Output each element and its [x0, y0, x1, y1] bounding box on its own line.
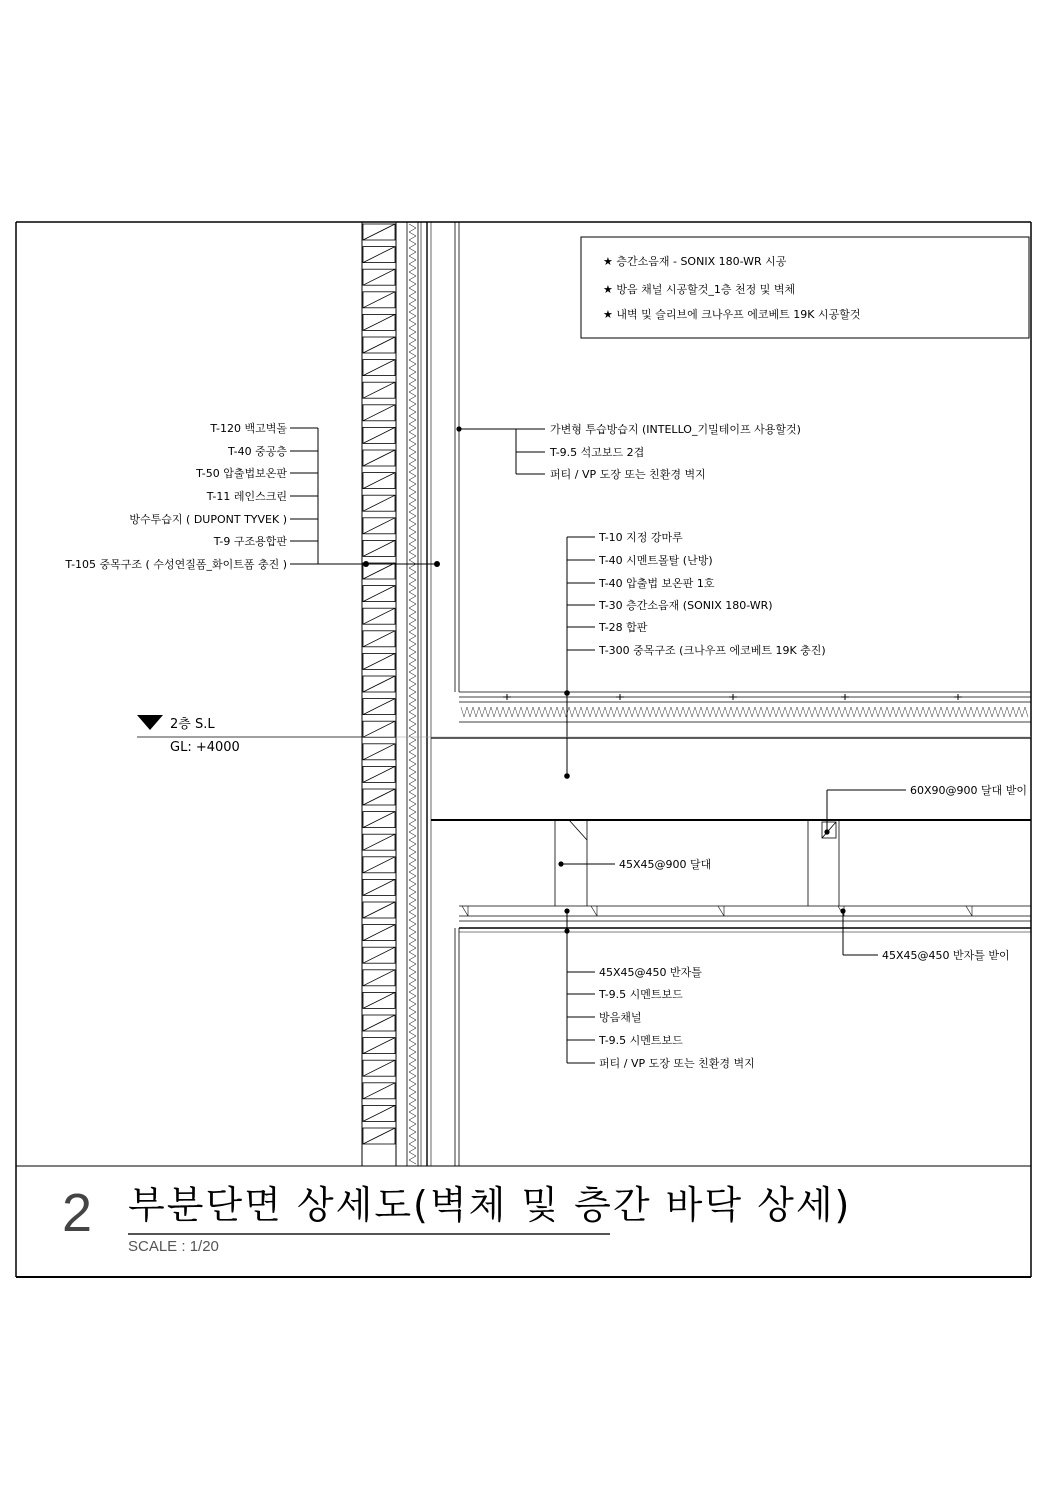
ceiling-label: 45X45@450 반자틀: [599, 966, 702, 979]
leader-dot: [564, 908, 569, 913]
joist-label: 60X90@900 달대 받이: [910, 784, 1028, 797]
note-2: ★ 방음 채널 시공할것_1층 천정 및 벽체: [603, 283, 796, 296]
leader-dot: [363, 561, 369, 567]
wall-left-label: T-11 레인스크린: [206, 490, 287, 503]
floor-assembly: [431, 692, 1031, 820]
drawing-frame: [16, 222, 1031, 1277]
wall-right-labels: [549, 422, 801, 481]
floor-label: T-10 지정 강마루: [599, 531, 683, 544]
ceiling-labels: [598, 965, 755, 1070]
wall-left-label: T-105 중목구조 ( 수성연질폼_화이트폼 충진 ): [65, 558, 287, 571]
wall-left-label: T-50 압출법보온판: [196, 467, 287, 480]
wall-right-label: 가변형 투습방습지 (INTELLO_기밀테이프 사용할것): [550, 423, 801, 436]
brick-veneer-column: [363, 224, 395, 1144]
leader-dot: [564, 690, 570, 696]
drawing-title: 부분단면 상세도(벽체 및 층간 바닥 상세): [128, 1183, 852, 1227]
floor-label: T-30 층간소음재 (SONIX 180-WR): [599, 599, 773, 612]
drawing-number: 2: [62, 1183, 93, 1243]
leader-dot: [434, 561, 440, 567]
batten-support-label: 45X45@450 반자틀 받이: [882, 949, 1010, 962]
hanger-leader: [558, 857, 711, 871]
floor-label: T-28 합판: [599, 621, 648, 634]
wall-right-label: T-9.5 석고보드 2겹: [550, 446, 645, 459]
ceiling-label: T-9.5 시멘트보드: [599, 1034, 683, 1047]
wall-left-label: T-120 백고벽돌: [210, 422, 287, 435]
note-1: ★ 층간소음재 - SONIX 180-WR 시공: [603, 255, 787, 268]
wall-left-label: 방수투습지 ( DUPONT TYVEK ): [129, 513, 287, 526]
ceiling-label: T-9.5 시멘트보드: [599, 988, 683, 1001]
level-marker: [137, 715, 1031, 755]
insulation-layer: [409, 224, 416, 1164]
title-underline: [128, 1233, 610, 1235]
hanger-label: 45X45@900 달대: [619, 858, 712, 871]
ceiling-label: 퍼티 / VP 도장 또는 친환경 벽지: [599, 1057, 755, 1070]
wall-left-label: T-9 구조용합판: [213, 535, 287, 548]
floor-leaders: [567, 537, 595, 776]
wall-left-label: T-40 중공층: [227, 445, 287, 458]
wall-right-leaders: [459, 429, 545, 474]
floor-insulation-pattern: [461, 707, 1028, 717]
wall-right-label: 퍼티 / VP 도장 또는 친환경 벽지: [550, 468, 706, 481]
floor-label: T-40 시멘트몰탈 (난방): [599, 554, 713, 567]
joist-leader: [824, 783, 1027, 835]
ceiling-leaders: [567, 911, 595, 1063]
leader-dot: [564, 773, 570, 779]
level-name: 2층 S.L: [170, 717, 215, 732]
floor-labels: [598, 530, 826, 657]
ceiling-batten-marks: [462, 906, 972, 916]
leader-dot: [564, 928, 569, 933]
batten-support-leader: [840, 908, 1009, 962]
floor-label: T-300 중목구조 (크나우프 에코베트 19K 충진): [599, 644, 826, 657]
floor-label: T-40 압출법 보온판 1호: [599, 577, 715, 590]
wall-left-leaders: [290, 428, 437, 564]
drawing-scale: SCALE : 1/20: [128, 1238, 219, 1255]
ceiling-assembly: [459, 906, 1031, 932]
wall-left-labels: [64, 421, 287, 571]
note-3: ★ 내벽 및 슬리브에 크나우프 에코베트 19K 시공할것: [603, 308, 861, 321]
ceiling-label: 방음채널: [599, 1011, 642, 1024]
notes-box: [581, 237, 1029, 338]
leader-dot: [456, 426, 461, 431]
level-gl: GL: +4000: [170, 740, 240, 755]
